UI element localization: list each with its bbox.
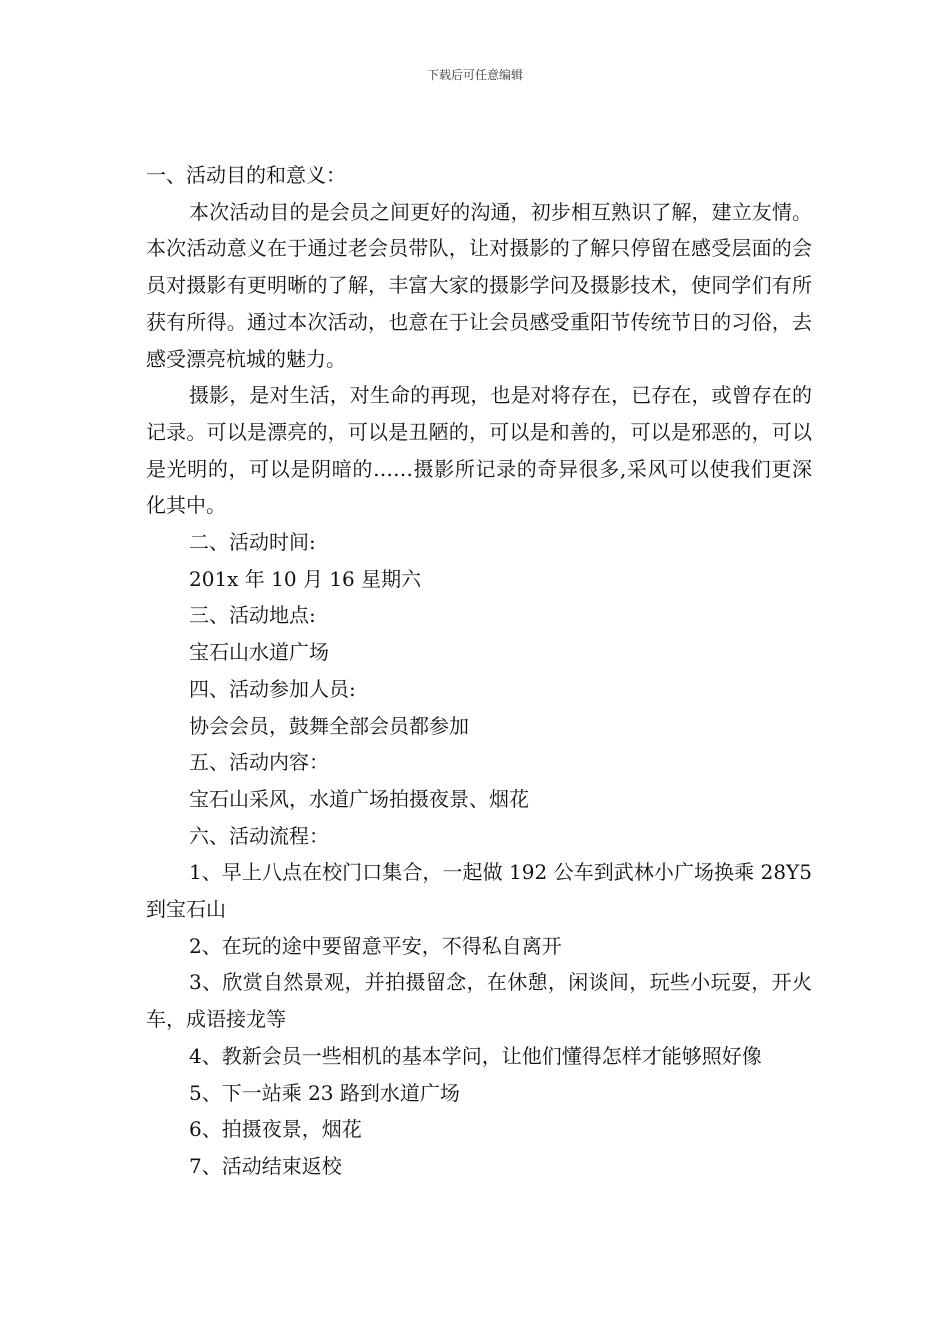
location-value: 宝石山水道广场 — [189, 640, 329, 665]
section-title-content: 五、活动内容： — [189, 750, 329, 775]
process-step-5: 5、下一站乘 23 路到水道广场 — [189, 1080, 460, 1105]
document-body — [146, 157, 812, 1185]
participants-value: 协会会员，鼓舞全部会员都参加 — [189, 713, 469, 738]
section-title-purpose: 一、活动目的和意义： — [146, 163, 346, 187]
process-step-4: 4、教新会员一些相机的基本学问，让他们懂得怎样才能够照好像 — [189, 1043, 762, 1068]
process-step-3: 3、欣赏自然景观，并拍摄留念，在休憩，闲谈间，玩些小玩耍，开火车，成语接龙等 — [146, 970, 812, 1032]
content-value: 宝石山采风，水道广场拍摄夜景、烟花 — [189, 786, 529, 811]
process-step-7: 7、活动结束返校 — [189, 1153, 342, 1178]
page-header: 下载后可任意编辑 — [426, 68, 523, 82]
process-step-6: 6、拍摄夜景，烟花 — [189, 1117, 362, 1142]
time-value: 201x 年 10 月 16 星期六 — [189, 566, 422, 591]
process-step-2: 2、在玩的途中要留意平安，不得私自离开 — [189, 933, 562, 958]
section-title-location: 三、活动地点: — [189, 603, 316, 628]
process-step-1: 1、早上八点在校门口集合，一起做 192 公车到武林小广场换乘 28Y5 到宝石山 — [146, 860, 812, 922]
section-title-participants: 四、活动参加人员: — [189, 676, 356, 701]
section-title-process: 六、活动流程： — [189, 823, 329, 848]
paragraph-purpose: 本次活动目的是会员之间更好的沟通，初步相互熟识了解，建立友情。本次活动意义在于通过老会员带队，让对摄影的了解只停留在感受层面的会员对摄影有更明晰的了解，丰富大家的摄影学问及摄影技术，使同学们有所获有所得。通过本次活动，也意在于让会员感受重阳节传统节日的习俗，去感受漂亮杭城的魅力。 — [146, 199, 812, 371]
section-title-time: 二、活动时间: — [189, 530, 316, 555]
paragraph-photography: 摄影，是对生活，对生命的再现，也是对将存在，已存在，或曾存在的记录。可以是漂亮的，可以是丑陋的，可以是和善的，可以是邪恶的，可以是光明的，可以是阴暗的……摄影所记录的奇异很多,采风可以使我们更深化其中。 — [146, 383, 812, 518]
